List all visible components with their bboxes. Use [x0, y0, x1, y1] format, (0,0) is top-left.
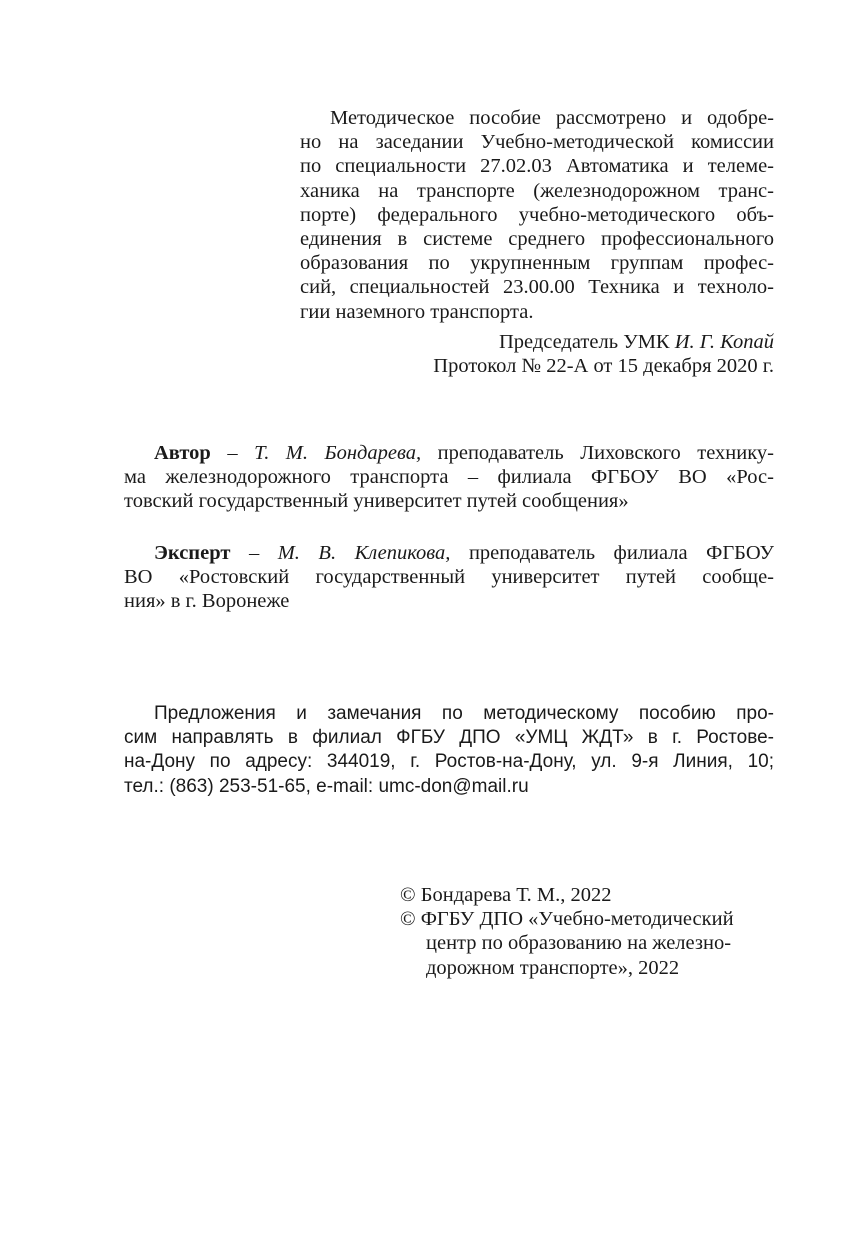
- approval-line: ханика на транспорте (железнодорожном транс-: [300, 179, 774, 202]
- expert-line: [124, 541, 774, 565]
- expert-position: преподаватель филиала ФГБОУ: [450, 542, 774, 564]
- expert-info: [124, 541, 774, 614]
- copyright-block: [400, 883, 774, 980]
- expert-dash: –: [230, 542, 278, 564]
- approval-line: сий, специальностей 23.00.00 Техника и техноло-: [300, 276, 774, 299]
- contacts-line: тел.: (863) 253-51-65, e-mail: umc-don@mail.ru: [124, 775, 529, 797]
- expert-label: Эксперт: [154, 542, 231, 564]
- author-position: преподаватель Лиховского технику-: [421, 442, 774, 464]
- expert-name: М. В. Клепикова,: [277, 542, 451, 564]
- author-dash: –: [210, 442, 255, 464]
- approval-note: [300, 106, 774, 324]
- author-info: [124, 441, 774, 514]
- chairman-prefix: Председатель УМК: [498, 331, 670, 353]
- author-line: ма железнодорожного транспорта – филиала ФГБОУ ВО «Рос-: [124, 466, 774, 489]
- author-line: товский государственный университет путей сообщения»: [124, 490, 629, 513]
- approval-line: Методическое пособие рассмотрено и одобре-: [330, 107, 774, 129]
- expert-line: ВО «Ростовский государственный университет путей сообще-: [124, 566, 774, 589]
- approval-line: образования по укрупненным группам профес-: [300, 252, 774, 275]
- approval-line: порте) федерального учебно-методического объ-: [300, 203, 774, 226]
- author-name: Т. М. Бондарева,: [254, 442, 422, 464]
- contacts-line: на-Дону по адресу: 344019, г. Ростов-на-Дону, ул. 9-я Линия, 10;: [124, 751, 774, 773]
- author-label: Автор: [154, 442, 211, 464]
- protocol-line: Протокол № 22-А от 15 декабря 2020 г.: [433, 355, 774, 378]
- chairman-line: [300, 330, 774, 354]
- copyright-publisher: © ФГБУ ДПО «Учебно-методический: [400, 908, 734, 931]
- author-line: [124, 441, 774, 465]
- approval-line: гии наземного транспорта.: [300, 300, 534, 323]
- copyright-publisher-cont: центр по образованию на железно-: [426, 932, 732, 955]
- contacts-line: Предложения и замечания по методическому пособию про-: [154, 703, 774, 724]
- copyright-publisher-cont: дорожном транспорте», 2022: [426, 956, 680, 979]
- chairman-name: И. Г. Копай: [674, 331, 774, 353]
- chairman-signature: [300, 330, 774, 378]
- approval-line: но на заседании Учебно-методической комиссии: [300, 131, 774, 154]
- approval-line: единения в системе среднего профессионального: [300, 228, 774, 251]
- contacts-line: сим направлять в филиал ФГБУ ДПО «УМЦ ЖДТ» в г. Ростове-: [124, 727, 774, 749]
- approval-line: по специальности 27.02.03 Автоматика и телеме-: [300, 155, 774, 178]
- contacts-note: [124, 702, 774, 799]
- expert-line: ния» в г. Воронеже: [124, 590, 290, 613]
- copyright-author: © Бондарева Т. М., 2022: [400, 884, 612, 906]
